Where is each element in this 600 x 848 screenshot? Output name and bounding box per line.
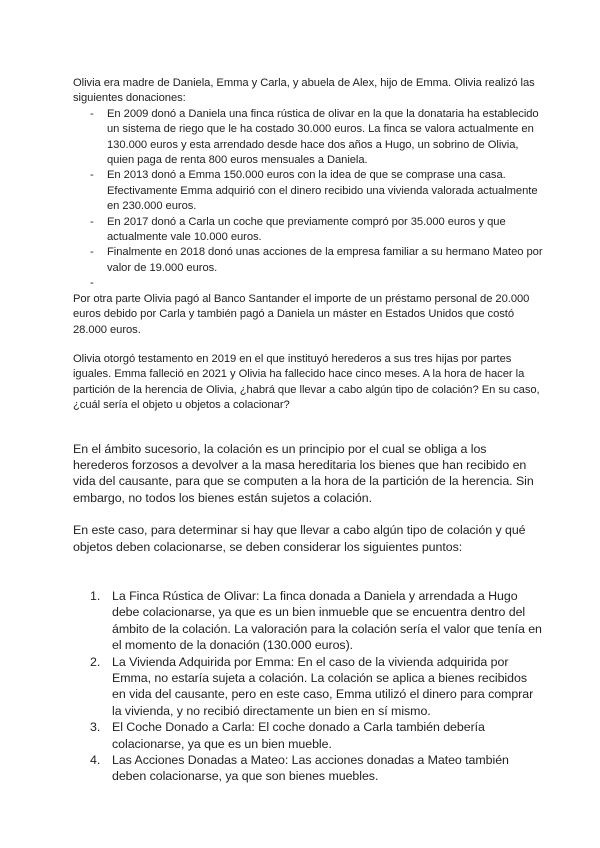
donation-text bbox=[107, 277, 110, 289]
list-item bbox=[73, 107, 543, 169]
point-number: 2. bbox=[90, 654, 101, 669]
bullet-dash: - bbox=[90, 246, 94, 259]
list-item bbox=[73, 276, 543, 291]
lead-in-paragraph: En este caso, para determinar si hay que llevar a cabo algún tipo de colación y qué objetos deben colacionarse, se deben considerar los siguientes puntos: bbox=[73, 523, 526, 554]
loan-paragraph: Por otra parte Olivia pagó al Banco Santander el importe de un préstamo personal de 20.000 euros debido por Carla y también pagó a Daniela un máster en Estados Unidos que costó 28.000 euros. bbox=[73, 292, 530, 336]
donation-text: En 2017 donó a Carla un coche que previamente compró por 35.000 euros y que actualmente vale 10.000 euros. bbox=[107, 215, 506, 244]
point-number: 4. bbox=[90, 753, 101, 768]
donations-list bbox=[73, 107, 543, 292]
document-body bbox=[73, 76, 543, 785]
list-item bbox=[73, 752, 543, 785]
point-text: Las Acciones Donadas a Mateo: Las acciones donadas a Mateo también deben colacionarse, ya que son bienes muebles. bbox=[112, 753, 509, 784]
list-item bbox=[73, 245, 543, 276]
donation-text: Finalmente en 2018 donó unas acciones de la empresa familiar a su hermano Mateo por valor de 19.000 euros. bbox=[107, 246, 543, 274]
intro-paragraph: Olivia era madre de Daniela, Emma y Carla, y abuela de Alex, hijo de Emma. Olivia realizó las siguientes donaciones: bbox=[73, 77, 535, 105]
case-statement bbox=[73, 76, 543, 414]
definition-paragraph: En el ámbito sucesorio, la colación es un principio por el cual se obliga a los herederos forzosos a devolver a la masa hereditaria los bienes que han recibido en vida del causante, para que se computen a la hora de la partición de la herencia. Sin embargo, no todos los bienes están sujetos a colación. bbox=[73, 441, 534, 505]
bullet-dash: - bbox=[90, 277, 94, 290]
list-item bbox=[73, 588, 543, 654]
list-item bbox=[73, 215, 543, 246]
testament-paragraph: Olivia otorgó testamento en 2019 en el que instituyó herederos a sus tres hijas por partes iguales. Emma falleció en 2021 y Olivia ha fallecido hace cinco meses. A la hora de hacer la partición de la herencia de Olivia, ¿habrá que llevar a cabo algún tipo de colación? En su caso, ¿cuál sería el objeto u objetos a colacionar? bbox=[73, 352, 540, 412]
collation-points-list bbox=[73, 588, 543, 785]
bullet-dash: - bbox=[90, 169, 94, 182]
list-item bbox=[73, 719, 543, 752]
bullet-dash: - bbox=[90, 107, 94, 120]
point-number: 1. bbox=[90, 588, 101, 603]
donation-text: En 2013 donó a Emma 150.000 euros con la idea de que se comprase una casa. Efectivamente Emma adquirió con el dinero recibido una vivienda valorada actualmente en 230.000 euros. bbox=[107, 169, 538, 213]
point-text: La Finca Rústica de Olivar: La finca donada a Daniela y arrendada a Hugo debe colacionarse, ya que es un bien inmueble que se encuentra dentro del ámbito de la colación. La valoración para la colación sería el valor que tenía en el momento de la donación (130.000 euros). bbox=[112, 588, 542, 653]
answer-section bbox=[73, 441, 543, 785]
list-item bbox=[73, 654, 543, 720]
point-text: La Vivienda Adquirida por Emma: En el caso de la vivienda adquirida por Emma, no estaría sujeta a colación. La colación se aplica a bienes recibidos en vida del causante, pero en este caso, Emma utilizó el dinero para comprar la vivienda, y no recibió directamente un bien en sí mismo. bbox=[112, 654, 534, 718]
donation-text: En 2009 donó a Daniela una finca rústica de olivar en la que la donataria ha establecido un sistema de riego que le ha costado 30.000 euros. La finca se valora actualmente en 130.000 euros y esta arrendado desde hace dos años a Hugo, un sobrino de Olivia, quien paga de renta 800 euros mensuales a Daniela. bbox=[107, 107, 539, 167]
bullet-dash: - bbox=[90, 215, 94, 228]
list-item bbox=[73, 168, 543, 214]
point-number: 3. bbox=[90, 720, 101, 735]
point-text: El Coche Donado a Carla: El coche donado a Carla también debería colacionarse, ya que es un bien mueble. bbox=[112, 720, 485, 751]
